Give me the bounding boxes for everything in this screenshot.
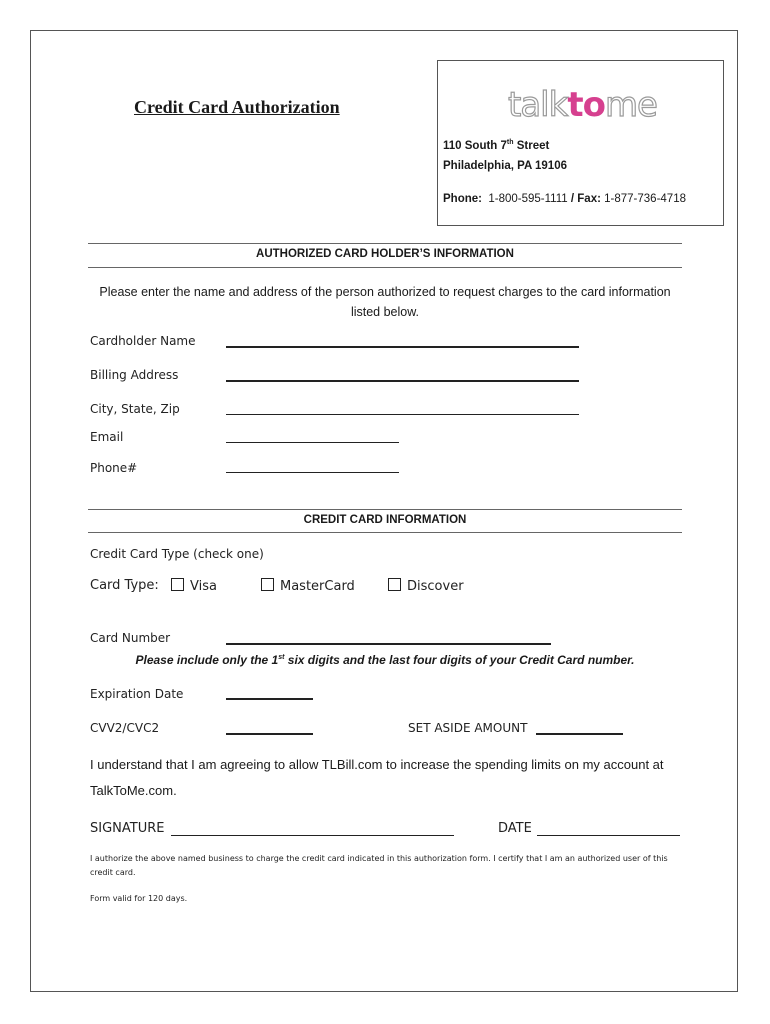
card-number-label: Card Number bbox=[90, 631, 171, 645]
section1-bottom-rule bbox=[88, 267, 682, 268]
fax-label: Fax: bbox=[577, 193, 601, 205]
phone-number: 1-800-595-1111 bbox=[488, 193, 568, 205]
street-address bbox=[443, 139, 549, 152]
card-type-label: Card Type: bbox=[90, 578, 159, 593]
agreement-line-2: TalkToMe.com. bbox=[90, 783, 177, 798]
expiration-label: Expiration Date bbox=[90, 687, 184, 701]
email-label: Email bbox=[90, 430, 124, 444]
set-aside-label: SET ASIDE AMOUNT bbox=[408, 721, 528, 735]
card-number-field[interactable] bbox=[226, 643, 551, 645]
discover-checkbox[interactable] bbox=[388, 578, 401, 591]
page-title: Credit Card Authorization bbox=[134, 97, 340, 117]
set-aside-field[interactable] bbox=[536, 733, 623, 735]
note-suffix: six digits and the last four digits of your Credit Card number. bbox=[284, 653, 635, 667]
expiration-field[interactable] bbox=[226, 698, 313, 700]
discover-option[interactable] bbox=[388, 578, 464, 594]
authorization-fine-print: I authorize the above named business to charge the credit card indicated in this authorization form. I certify that I am an authorized user of this credit card. bbox=[90, 854, 668, 877]
section2-bottom-rule bbox=[88, 532, 682, 533]
phone-label: Phone: bbox=[443, 193, 482, 205]
mastercard-label: MasterCard bbox=[280, 579, 355, 594]
section1-top-rule bbox=[88, 243, 682, 244]
cardholder-name-label: Cardholder Name bbox=[90, 334, 196, 348]
email-field[interactable] bbox=[226, 442, 399, 443]
company-logo bbox=[508, 85, 657, 125]
section1-heading: AUTHORIZED CARD HOLDER’S INFORMATION bbox=[256, 248, 514, 260]
phone-label-field: Phone# bbox=[90, 461, 138, 475]
billing-address-field[interactable] bbox=[226, 380, 579, 382]
logo-part-to: to bbox=[567, 85, 605, 125]
signature-field[interactable] bbox=[171, 835, 454, 836]
form-validity: Form valid for 120 days. bbox=[90, 894, 188, 903]
visa-checkbox[interactable] bbox=[171, 578, 184, 591]
street-name: Street bbox=[513, 139, 550, 152]
section2-heading: CREDIT CARD INFORMATION bbox=[303, 514, 467, 526]
note-ordinal: st bbox=[278, 654, 285, 661]
discover-label: Discover bbox=[407, 579, 464, 594]
agreement-line-1: I understand that I am agreeing to allow TLBill.com to increase the spending limits on my account at bbox=[90, 757, 664, 772]
cvv-label: CVV2/CVC2 bbox=[90, 721, 160, 735]
phone-field[interactable] bbox=[226, 472, 399, 473]
visa-label: Visa bbox=[190, 579, 217, 594]
city-state-zip-field[interactable] bbox=[226, 414, 579, 415]
visa-option[interactable] bbox=[171, 578, 217, 594]
phone-fax-line bbox=[443, 193, 686, 205]
note-prefix: Please include only the 1 bbox=[135, 653, 279, 667]
logo-part-me: me bbox=[604, 85, 657, 125]
date-label: DATE bbox=[498, 821, 532, 836]
section2-top-rule bbox=[88, 509, 682, 510]
section1-intro: Please enter the name and address of the person authorized to request charges to the card information listed below. bbox=[99, 285, 671, 319]
card-number-note bbox=[88, 653, 682, 667]
city-state-zip-label: City, State, Zip bbox=[90, 402, 180, 416]
mastercard-option[interactable] bbox=[261, 578, 355, 594]
street-number: 110 South 7 bbox=[443, 139, 507, 152]
fax-number: 1-877-736-4718 bbox=[604, 193, 686, 205]
separator: / bbox=[570, 193, 575, 205]
card-type-prompt: Credit Card Type (check one) bbox=[90, 547, 264, 561]
date-field[interactable] bbox=[537, 835, 680, 836]
signature-label: SIGNATURE bbox=[90, 821, 165, 836]
logo-part-talk: talk bbox=[508, 85, 568, 125]
cvv-field[interactable] bbox=[226, 733, 313, 735]
city-address: Philadelphia, PA 19106 bbox=[443, 160, 567, 172]
billing-address-label: Billing Address bbox=[90, 368, 179, 382]
street-ordinal: th bbox=[506, 139, 514, 146]
cardholder-name-field[interactable] bbox=[226, 346, 579, 348]
mastercard-checkbox[interactable] bbox=[261, 578, 274, 591]
